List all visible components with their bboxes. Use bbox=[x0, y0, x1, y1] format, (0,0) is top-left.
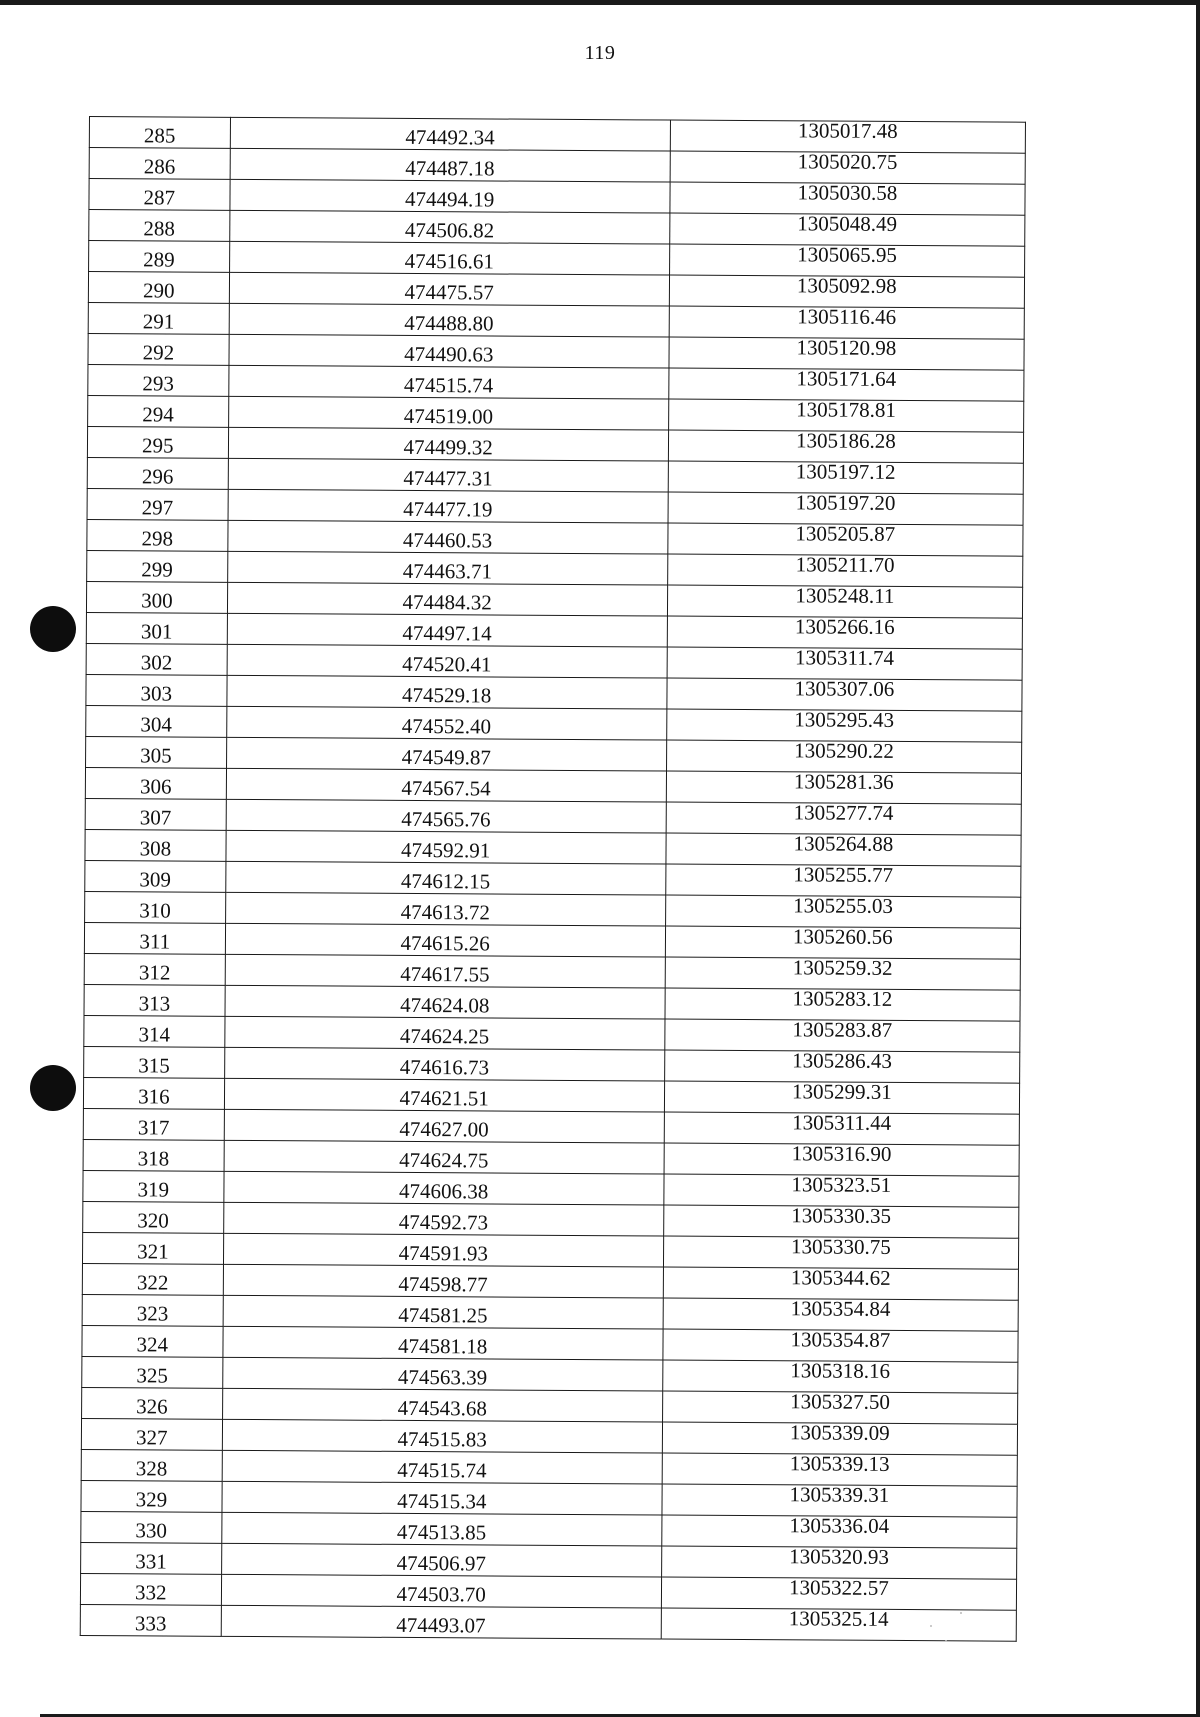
x-coordinate-cell-value: 474606.38 bbox=[398, 1178, 489, 1204]
point-number-cell-value: 317 bbox=[137, 1115, 170, 1140]
coordinates-table-body bbox=[80, 117, 1025, 1642]
point-number-cell bbox=[87, 457, 228, 489]
x-coordinate-cell bbox=[229, 210, 669, 244]
x-coordinate-cell-value: 474488.80 bbox=[404, 310, 494, 336]
x-coordinate-cell-value: 474515.83 bbox=[397, 1426, 487, 1452]
point-number-cell bbox=[85, 860, 226, 892]
point-number-cell-value: 299 bbox=[141, 557, 173, 582]
x-coordinate-cell-value: 474492.34 bbox=[405, 124, 495, 150]
x-coordinate-cell-value: 474460.53 bbox=[402, 527, 493, 553]
point-number-cell bbox=[84, 984, 225, 1016]
point-number-cell bbox=[82, 1325, 223, 1357]
x-coordinate-cell bbox=[221, 1512, 661, 1546]
x-coordinate-cell bbox=[230, 148, 670, 182]
x-coordinate-cell bbox=[225, 1016, 665, 1050]
x-coordinate-cell bbox=[222, 1481, 662, 1515]
x-coordinate-cell-value: 474484.32 bbox=[402, 589, 492, 615]
point-number-cell bbox=[84, 1015, 225, 1047]
x-coordinate-cell bbox=[226, 830, 666, 864]
point-number-cell bbox=[88, 395, 229, 427]
point-number-cell-value: 296 bbox=[141, 464, 174, 489]
point-number-cell-value: 298 bbox=[141, 526, 174, 551]
x-coordinate-cell bbox=[224, 1047, 664, 1081]
y-coordinate-cell-value: 1305255.77 bbox=[793, 862, 894, 887]
point-number-cell-value: 293 bbox=[142, 371, 175, 396]
point-number-cell-value: 332 bbox=[135, 1580, 167, 1605]
y-coordinate-cell-value: 1305339.09 bbox=[789, 1420, 890, 1445]
y-coordinate-cell-value: 1305197.20 bbox=[795, 490, 896, 515]
x-coordinate-cell-value: 474506.97 bbox=[396, 1550, 487, 1576]
point-number-cell-value: 318 bbox=[137, 1146, 170, 1171]
point-number-cell bbox=[82, 1263, 223, 1295]
x-coordinate-cell-value: 474624.08 bbox=[400, 992, 490, 1018]
x-coordinate-cell bbox=[221, 1543, 661, 1577]
point-number-cell-value: 307 bbox=[139, 805, 172, 830]
point-number-cell-value: 321 bbox=[137, 1239, 169, 1264]
y-coordinate-cell-value: 1305330.35 bbox=[791, 1203, 892, 1228]
x-coordinate-cell-value: 474493.07 bbox=[396, 1612, 486, 1638]
point-number-cell bbox=[85, 767, 226, 799]
y-coordinate-cell-value: 1305171.64 bbox=[796, 366, 897, 391]
x-coordinate-cell bbox=[226, 768, 666, 802]
y-coordinate-cell-value: 1305255.03 bbox=[793, 893, 893, 918]
y-coordinate-cell-value: 1305211.70 bbox=[795, 552, 895, 577]
point-number-cell bbox=[86, 643, 227, 675]
point-number-cell-value: 301 bbox=[140, 619, 173, 644]
x-coordinate-cell-value: 474513.85 bbox=[396, 1519, 487, 1545]
point-number-cell bbox=[81, 1511, 222, 1543]
x-coordinate-cell-value: 474499.32 bbox=[403, 434, 493, 460]
y-coordinate-cell-value: 1305336.04 bbox=[789, 1513, 890, 1538]
y-coordinate-cell-value: 1305286.43 bbox=[792, 1048, 893, 1073]
x-coordinate-cell bbox=[230, 117, 670, 151]
point-number-cell-value: 294 bbox=[142, 402, 174, 427]
scan-speck bbox=[945, 1640, 947, 1642]
point-number-cell bbox=[83, 1201, 224, 1233]
point-number-cell-value: 323 bbox=[136, 1301, 169, 1326]
point-number-cell-value: 309 bbox=[139, 867, 172, 892]
coordinates-table bbox=[80, 116, 1026, 1642]
x-coordinate-cell-value: 474624.25 bbox=[399, 1023, 490, 1049]
x-coordinate-cell-value: 474543.68 bbox=[397, 1395, 487, 1421]
point-number-cell bbox=[85, 798, 226, 830]
y-coordinate-cell-value: 1305311.44 bbox=[792, 1110, 892, 1135]
x-coordinate-cell bbox=[228, 489, 668, 523]
x-coordinate-cell bbox=[226, 706, 666, 740]
x-coordinate-cell-value: 474475.57 bbox=[404, 279, 494, 305]
x-coordinate-cell bbox=[225, 892, 665, 926]
y-coordinate-cell-value: 1305205.87 bbox=[795, 521, 896, 546]
x-coordinate-cell bbox=[226, 799, 666, 833]
x-coordinate-cell-value: 474487.18 bbox=[405, 155, 495, 181]
x-coordinate-cell bbox=[225, 954, 665, 988]
point-number-cell bbox=[89, 210, 230, 242]
y-coordinate-cell-value: 1305283.12 bbox=[792, 986, 893, 1011]
point-number-cell bbox=[83, 1077, 224, 1109]
x-coordinate-cell-value: 474477.31 bbox=[403, 465, 493, 491]
point-number-cell bbox=[81, 1480, 222, 1512]
point-number-cell-value: 333 bbox=[134, 1611, 167, 1636]
point-number-cell bbox=[81, 1418, 222, 1450]
x-coordinate-cell-value: 474565.76 bbox=[401, 806, 491, 832]
x-coordinate-cell-value: 474503.70 bbox=[396, 1581, 486, 1607]
point-number-cell-value: 311 bbox=[139, 929, 171, 954]
x-coordinate-cell bbox=[223, 1295, 663, 1329]
point-number-cell-value: 328 bbox=[135, 1456, 168, 1481]
point-number-cell bbox=[82, 1232, 223, 1264]
x-coordinate-cell bbox=[222, 1450, 662, 1484]
y-coordinate-cell-value: 1305017.48 bbox=[797, 118, 898, 143]
point-number-cell-value: 329 bbox=[135, 1487, 168, 1512]
x-coordinate-cell bbox=[228, 396, 668, 430]
x-coordinate-cell bbox=[228, 458, 668, 492]
x-coordinate-cell-value: 474613.72 bbox=[400, 899, 491, 925]
punch-hole-upper bbox=[30, 606, 76, 652]
x-coordinate-cell bbox=[223, 1264, 663, 1298]
x-coordinate-cell-value: 474624.75 bbox=[399, 1147, 489, 1173]
page-number: 119 bbox=[584, 42, 616, 64]
x-coordinate-cell bbox=[229, 272, 669, 306]
point-number-cell bbox=[87, 488, 228, 520]
y-coordinate-cell-value: 1305186.28 bbox=[795, 428, 896, 453]
point-number-cell bbox=[82, 1294, 223, 1326]
y-coordinate-cell-value: 1305299.31 bbox=[791, 1079, 892, 1104]
x-coordinate-cell-value: 474549.87 bbox=[401, 744, 491, 770]
y-coordinate-cell-value: 1305295.43 bbox=[794, 707, 895, 732]
scan-border-top bbox=[0, 0, 1200, 5]
y-coordinate-cell-value: 1305354.87 bbox=[790, 1327, 891, 1352]
x-coordinate-cell bbox=[229, 303, 669, 337]
point-number-cell bbox=[86, 705, 227, 737]
point-number-cell-value: 288 bbox=[143, 216, 175, 241]
point-number-cell bbox=[89, 117, 230, 149]
y-coordinate-cell-value: 1305020.75 bbox=[797, 149, 898, 174]
point-number-cell-value: 314 bbox=[138, 1022, 171, 1047]
x-coordinate-cell bbox=[229, 334, 669, 368]
point-number-cell bbox=[81, 1542, 222, 1574]
point-number-cell-value: 327 bbox=[135, 1425, 168, 1450]
point-number-cell bbox=[82, 1387, 223, 1419]
point-number-cell bbox=[86, 736, 227, 768]
point-number-cell bbox=[89, 179, 230, 211]
point-number-cell bbox=[80, 1573, 221, 1605]
x-coordinate-cell-value: 474617.55 bbox=[400, 961, 490, 987]
y-coordinate-cell-value: 1305092.98 bbox=[796, 273, 897, 298]
point-number-cell-value: 303 bbox=[140, 681, 173, 706]
y-coordinate-cell-value: 1305316.90 bbox=[791, 1141, 892, 1166]
point-number-cell-value: 305 bbox=[140, 743, 172, 768]
x-coordinate-cell-value: 474627.00 bbox=[399, 1116, 489, 1142]
point-number-cell bbox=[87, 426, 228, 458]
point-number-cell-value: 289 bbox=[143, 247, 175, 272]
y-coordinate-cell-value: 1305260.56 bbox=[792, 924, 893, 949]
x-coordinate-cell bbox=[223, 1233, 663, 1267]
x-coordinate-cell-value: 474515.34 bbox=[397, 1488, 487, 1514]
point-number-cell bbox=[83, 1139, 224, 1171]
point-number-cell bbox=[80, 1604, 221, 1636]
y-coordinate-cell-value: 1305290.22 bbox=[794, 738, 894, 763]
x-coordinate-cell bbox=[225, 985, 665, 1019]
point-number-cell-value: 313 bbox=[138, 991, 171, 1016]
point-number-cell-value: 312 bbox=[138, 960, 171, 985]
x-coordinate-cell bbox=[225, 923, 665, 957]
x-coordinate-cell-value: 474552.40 bbox=[401, 713, 492, 739]
table-row bbox=[80, 1604, 1016, 1641]
point-number-cell bbox=[89, 241, 230, 273]
y-coordinate-cell-value: 1305320.93 bbox=[789, 1544, 890, 1569]
point-number-cell-value: 331 bbox=[135, 1549, 167, 1574]
point-number-cell-value: 292 bbox=[142, 340, 175, 365]
x-coordinate-cell-value: 474520.41 bbox=[402, 651, 492, 677]
x-coordinate-cell bbox=[223, 1326, 663, 1360]
x-coordinate-cell-value: 474598.77 bbox=[398, 1271, 488, 1297]
x-coordinate-cell-value: 474592.91 bbox=[401, 837, 491, 863]
punch-hole-lower bbox=[30, 1065, 76, 1111]
y-coordinate-cell-value: 1305120.98 bbox=[796, 335, 897, 360]
x-coordinate-cell bbox=[222, 1357, 662, 1391]
x-coordinate-cell-value: 474506.82 bbox=[404, 217, 495, 243]
point-number-cell-value: 325 bbox=[136, 1363, 168, 1388]
scan-border-right bbox=[1196, 0, 1200, 1717]
y-coordinate-cell-value: 1305264.88 bbox=[793, 831, 894, 856]
point-number-cell bbox=[88, 364, 229, 396]
point-number-cell-value: 306 bbox=[139, 774, 172, 799]
y-coordinate-cell-value: 1305339.31 bbox=[789, 1482, 890, 1507]
y-coordinate-cell-value: 1305030.58 bbox=[797, 180, 898, 205]
point-number-cell-value: 326 bbox=[136, 1394, 168, 1419]
x-coordinate-cell bbox=[227, 582, 667, 616]
x-coordinate-cell-value: 474581.18 bbox=[397, 1333, 488, 1359]
x-coordinate-cell bbox=[229, 241, 669, 275]
x-coordinate-cell-value: 474612.15 bbox=[400, 868, 491, 894]
point-number-cell-value: 286 bbox=[143, 154, 176, 179]
x-coordinate-cell-value: 474591.93 bbox=[398, 1240, 488, 1266]
y-coordinate-cell-value: 1305307.06 bbox=[794, 676, 895, 701]
x-coordinate-cell bbox=[223, 1202, 663, 1236]
y-coordinate-cell-value: 1305311.74 bbox=[794, 645, 895, 670]
y-coordinate-cell bbox=[661, 1608, 1016, 1641]
x-coordinate-cell bbox=[224, 1109, 664, 1143]
point-number-cell-value: 302 bbox=[140, 650, 173, 675]
point-number-cell-value: 285 bbox=[143, 123, 176, 148]
point-number-cell-value: 320 bbox=[137, 1208, 169, 1233]
point-number-cell bbox=[83, 1170, 224, 1202]
point-number-cell bbox=[88, 333, 229, 365]
point-number-cell bbox=[86, 674, 227, 706]
x-coordinate-cell-value: 474615.26 bbox=[400, 930, 490, 956]
point-number-cell bbox=[84, 922, 225, 954]
y-coordinate-cell-value: 1305325.14 bbox=[788, 1606, 889, 1631]
point-number-cell-value: 304 bbox=[140, 712, 172, 737]
x-coordinate-cell bbox=[227, 675, 667, 709]
y-coordinate-cell-value: 1305344.62 bbox=[790, 1265, 891, 1290]
x-coordinate-cell-value: 474567.54 bbox=[401, 775, 491, 801]
x-coordinate-cell bbox=[225, 861, 665, 895]
point-number-cell bbox=[86, 581, 227, 613]
point-number-cell-value: 308 bbox=[139, 836, 172, 861]
y-coordinate-cell-value: 1305283.87 bbox=[792, 1017, 893, 1042]
x-coordinate-cell-value: 474621.51 bbox=[399, 1085, 489, 1111]
y-coordinate-cell-value: 1305248.11 bbox=[795, 583, 895, 608]
point-number-cell bbox=[82, 1356, 223, 1388]
point-number-cell-value: 330 bbox=[135, 1518, 168, 1543]
point-number-cell-value: 324 bbox=[136, 1332, 169, 1357]
x-coordinate-cell bbox=[224, 1140, 664, 1174]
point-number-cell bbox=[81, 1449, 222, 1481]
y-coordinate-cell-value: 1305330.75 bbox=[791, 1234, 891, 1259]
point-number-cell bbox=[85, 891, 226, 923]
x-coordinate-cell bbox=[222, 1419, 662, 1453]
point-number-cell-value: 300 bbox=[141, 588, 173, 613]
y-coordinate-cell-value: 1305197.12 bbox=[795, 459, 896, 484]
y-coordinate-cell-value: 1305178.81 bbox=[796, 397, 897, 422]
point-number-cell bbox=[84, 1046, 225, 1078]
x-coordinate-cell bbox=[224, 1171, 664, 1205]
x-coordinate-cell bbox=[228, 365, 668, 399]
point-number-cell-value: 310 bbox=[139, 898, 171, 923]
x-coordinate-cell-value: 474616.73 bbox=[399, 1054, 490, 1080]
x-coordinate-cell-value: 474497.14 bbox=[402, 620, 492, 646]
y-coordinate-cell-value: 1305266.16 bbox=[794, 614, 895, 639]
y-coordinate-cell-value: 1305065.95 bbox=[797, 242, 897, 267]
point-number-cell-value: 316 bbox=[138, 1084, 170, 1109]
point-number-cell-value: 315 bbox=[138, 1053, 170, 1078]
x-coordinate-cell-value: 474529.18 bbox=[401, 682, 492, 708]
y-coordinate-cell-value: 1305339.13 bbox=[789, 1451, 890, 1476]
x-coordinate-cell-value: 474563.39 bbox=[397, 1364, 488, 1390]
point-number-cell-value: 291 bbox=[142, 309, 175, 334]
point-number-cell-value: 319 bbox=[137, 1177, 170, 1202]
point-number-cell bbox=[87, 550, 228, 582]
scan-speck bbox=[930, 1625, 932, 1627]
x-coordinate-cell bbox=[227, 551, 667, 585]
x-coordinate-cell bbox=[228, 427, 668, 461]
x-coordinate-cell-value: 474463.71 bbox=[402, 558, 493, 584]
scan-speck bbox=[960, 1612, 962, 1614]
x-coordinate-cell bbox=[227, 613, 667, 647]
point-number-cell bbox=[87, 519, 228, 551]
point-number-cell-value: 290 bbox=[142, 278, 175, 303]
point-number-cell bbox=[83, 1108, 224, 1140]
point-number-cell-value: 295 bbox=[142, 433, 174, 458]
x-coordinate-cell bbox=[230, 179, 670, 213]
x-coordinate-cell-value: 474490.63 bbox=[404, 341, 494, 367]
y-coordinate-cell-value: 1305281.36 bbox=[793, 769, 894, 794]
x-coordinate-cell bbox=[221, 1605, 661, 1639]
point-number-cell-value: 297 bbox=[141, 495, 174, 520]
y-coordinate-cell-value: 1305354.84 bbox=[790, 1296, 891, 1321]
x-coordinate-cell-value: 474581.25 bbox=[398, 1302, 488, 1328]
point-number-cell bbox=[86, 612, 227, 644]
y-coordinate-cell-value: 1305327.50 bbox=[790, 1389, 890, 1414]
y-coordinate-cell-value: 1305323.51 bbox=[791, 1172, 892, 1197]
x-coordinate-cell-value: 474592.73 bbox=[398, 1209, 489, 1235]
x-coordinate-cell-value: 474515.74 bbox=[397, 1457, 487, 1483]
point-number-cell bbox=[89, 148, 230, 180]
x-coordinate-cell-value: 474515.74 bbox=[403, 372, 494, 398]
x-coordinate-cell bbox=[228, 520, 668, 554]
x-coordinate-cell bbox=[222, 1388, 662, 1422]
y-coordinate-cell-value: 1305259.32 bbox=[792, 955, 893, 980]
y-coordinate-cell-value: 1305277.74 bbox=[793, 800, 894, 825]
point-number-cell bbox=[84, 953, 225, 985]
x-coordinate-cell-value: 474494.19 bbox=[404, 186, 495, 212]
point-number-cell-value: 322 bbox=[136, 1270, 169, 1295]
x-coordinate-cell bbox=[227, 644, 667, 678]
point-number-cell bbox=[85, 829, 226, 861]
point-number-cell-value: 287 bbox=[143, 185, 176, 210]
y-coordinate-cell-value: 1305116.46 bbox=[797, 304, 897, 329]
x-coordinate-cell-value: 474516.61 bbox=[404, 248, 495, 274]
point-number-cell bbox=[88, 302, 229, 334]
y-coordinate-cell-value: 1305048.49 bbox=[797, 211, 898, 236]
x-coordinate-cell bbox=[226, 737, 666, 771]
point-number-cell bbox=[88, 272, 229, 304]
x-coordinate-cell-value: 474477.19 bbox=[403, 496, 493, 522]
x-coordinate-cell bbox=[221, 1574, 661, 1608]
x-coordinate-cell bbox=[224, 1078, 664, 1112]
y-coordinate-cell-value: 1305322.57 bbox=[788, 1575, 889, 1600]
y-coordinate-cell-value: 1305318.16 bbox=[790, 1358, 891, 1383]
x-coordinate-cell-value: 474519.00 bbox=[403, 403, 494, 429]
